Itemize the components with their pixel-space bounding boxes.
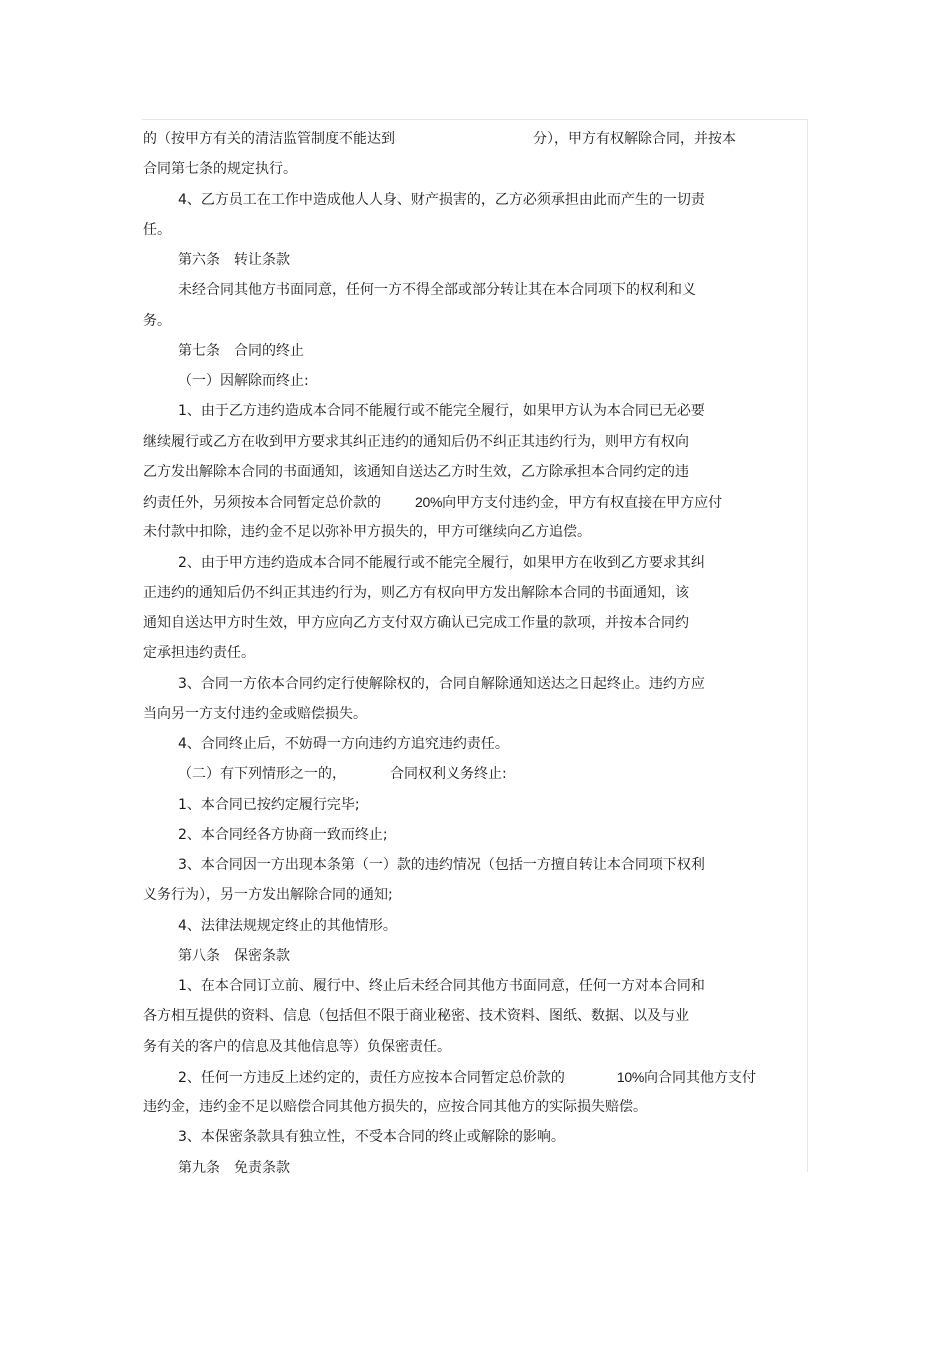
text-line: 继续履行或乙方在收到甲方要求其纠正违约的通知后仍不纠正其违约行为，则甲方有权向 (143, 433, 689, 450)
text-line: 1、由于乙方违约造成本合同不能履行或不能完全履行，如果甲方认为本合同已无必要 (178, 403, 705, 420)
text-line: 务有关的客户的信息及其他信息等）负保密责任。 (143, 1038, 451, 1055)
subsection-heading: （二）有下列情形之一的， 合同权利义务终止: (178, 766, 507, 783)
section-heading: 第七条 合同的终止 (178, 342, 304, 359)
percentage-value: 20% (415, 494, 443, 510)
text-line: 正违约的通知后仍不纠正其违约行为，则乙方有权向甲方发出解除本合同的书面通知，该 (143, 584, 689, 601)
text-line: 4、法律法规规定终止的其他情形。 (178, 917, 397, 934)
text-line: 合同第七条的规定执行。 (143, 161, 297, 178)
text-line: 乙方发出解除本合同的书面通知，该通知自送达乙方时生效，乙方除承担本合同约定的违 (143, 463, 689, 480)
section-heading: 第六条 转让条款 (178, 252, 290, 268)
text-line: 4、合同终止后，不妨碍一方向违约方追究违约责任。 (178, 736, 509, 752)
text-line: 违约金，违约金不足以赔偿合同其他方损失的，应按合同其他方的实际损失赔偿。 (143, 1099, 647, 1115)
text-line: 3、合同一方依本合同约定行使解除权的，合同自解除通知送达之日起终止。违约方应 (178, 675, 705, 692)
text-line: 4、乙方员工在工作中造成他人人身、财产损害的，乙方必须承担由此而产生的一切责 (178, 191, 705, 208)
text-line: 1、在本合同订立前、履行中、终止后未经合同其他方书面同意，任何一方对本合同和 (178, 978, 705, 994)
text-line: 义务行为），另一方发出解除合同的通知; (143, 887, 393, 904)
text-line: 通知自送达甲方时生效，甲方应向乙方支付双方确认已完成工作量的款项，并按本合同约 (143, 615, 689, 631)
text-line: 务。 (143, 312, 171, 329)
text-line: 的（按甲方有关的清洁监管制度不能达到 分），甲方有权解除合同，并按本 (143, 131, 736, 147)
text-line: 1、本合同已按约定履行完毕; (178, 796, 360, 813)
section-heading: 第八条 保密条款 (178, 947, 290, 964)
text-line: 约责任外，另须按本合同暂定总价款的 20%向甲方支付违约金，甲方有权直接在甲方应付 (143, 494, 723, 511)
text-line: 未经合同其他方书面同意，任何一方不得全部或部分转让其在本合同项下的权利和义 (178, 282, 696, 299)
text-line: 2、本合同经各方协商一致而终止; (178, 826, 388, 843)
text-line: 3、本合同因一方出现本条第（一）款的违约情况（包括一方擅自转让本合同项下权利 (178, 857, 705, 873)
text-line: 定承担违约责任。 (143, 645, 255, 662)
text-line: 未付款中扣除，违约金不足以弥补甲方损失的，甲方可继续向乙方追偿。 (143, 524, 591, 541)
document-body (143, 124, 803, 1183)
text-line: 2、由于甲方违约造成本合同不能履行或不能完全履行，如果甲方在收到乙方要求其纠 (178, 554, 705, 571)
section-heading: 第九条 免责条款 (178, 1159, 290, 1176)
text-line: 各方相互提供的资料、信息（包括但不限于商业秘密、技术资料、图纸、数据、以及与业 (143, 1008, 689, 1025)
text-line: 任。 (143, 221, 171, 238)
text-line: 当向另一方支付违约金或赔偿损失。 (143, 705, 367, 722)
text-line: 3、本保密条款具有独立性，不受本合同的终止或解除的影响。 (178, 1129, 565, 1146)
subsection-heading: （一）因解除而终止: (178, 373, 309, 389)
percentage-value: 10% (616, 1068, 645, 1085)
text-line: 2、任何一方违反上述约定的，责任方应按本合同暂定总价款的 10%向合同其他方支付 (178, 1068, 757, 1086)
